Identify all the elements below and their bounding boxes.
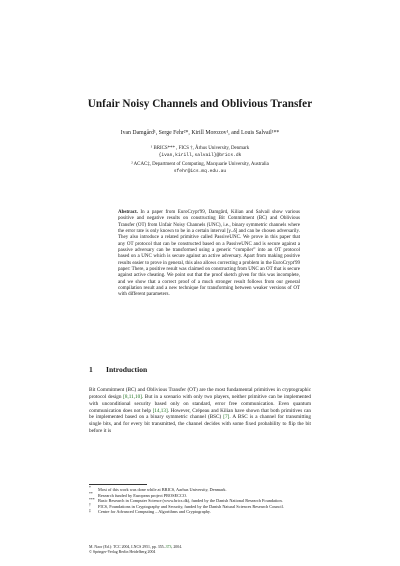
- footnote-mark: ***: [89, 497, 95, 502]
- footnote-mark: †: [89, 503, 91, 508]
- abstract: [118, 210, 300, 299]
- page-link[interactable]: 373: [165, 545, 172, 549]
- section-title: Introduction: [106, 365, 148, 374]
- citation-link[interactable]: [8,11,10]: [123, 393, 142, 400]
- footnote-text: Research funded by European project PROSECCO.: [98, 492, 188, 498]
- footnote-text: Most of this work was done while at BRICS, Aarhus University, Denmark.: [98, 487, 227, 492]
- copyright-line: © Springer-Verlag Berlin Heidelberg 2004: [89, 550, 156, 555]
- intro-text-4: . A BSC is a channel for transmitting single bits, and for every bit transmitted, the channel decides with some fixed probability to flip the bit before it is: [89, 414, 311, 435]
- publication-year: , 2004.: [171, 545, 183, 549]
- author-list: Ivan Damgård¹, Serge Fehr²*, Kirill Morozov¹, and Louis Salvail¹**: [120, 130, 280, 136]
- section-number: 1: [89, 365, 93, 374]
- footnote-text: Centre for Advanced Computing – Algorithms and Cryptography.: [98, 509, 211, 515]
- affiliation-1-email: {ivan,kirill,salvail}@brics.dk: [158, 153, 242, 158]
- footnote-rule: [89, 484, 147, 485]
- footnote-mark: **: [89, 492, 93, 496]
- footnote: [89, 509, 311, 515]
- footnote-text: Basic Research in Computer Science (www.brics.dk), funded by the Danish National Research Foundation.: [98, 498, 283, 504]
- section-heading: [89, 365, 147, 374]
- abstract-label: Abstract.: [118, 210, 138, 215]
- intro-text-3: . However, Crépeau and Kilian have shown that both primitives can be implemented based on a binary symmetric channel (BSC): [89, 407, 311, 421]
- affiliation-2: ² ACAC‡, Department of Computing, Macquarie University, Australia: [131, 162, 269, 167]
- paper-title: Unfair Noisy Channels and Oblivious Transfer: [87, 98, 313, 110]
- footnote-mark: *: [89, 486, 91, 491]
- publisher-info: [89, 545, 311, 555]
- citation-link[interactable]: [7]: [223, 414, 230, 421]
- intro-paragraph: [89, 387, 311, 435]
- abstract-text: In a paper from EuroCrypt'99, Damgård, Kilian and Salvail show various positive and negative results on constructing Bit Commitment (BC) and Oblivious Transfer (OT) from Unfair Noisy Channels (UNC), i.e., binary symmetric channels where the error rate is only known to be in a certain interval [γ..δ] and can be chosen adversarily. They also introduce a related primitive called PassiveUNC. We prove in this paper that any OT protocol that can be constructed based on a PassiveUNC and is secure against a passive adversary can be transformed using a generic “compiler” into an OT protocol based on a UNC which is secure against an active adversary. Apart from making positive results easier to prove in general, this also allows correcting a problem in the EuroCrypt'99 paper: There, a positive result was claimed on constructing from UNC an OT that is secure against active cheating. We point out that the proof sketch given for this was incomplete, and we show that a correct proof of a much stronger result follows from our general compilation result and a new technique for transforming between weaker versions of OT with different parameters.: [118, 210, 300, 298]
- citation-link[interactable]: [14,13]: [152, 407, 168, 414]
- footnote-text: FICS, Foundations in Cryptography and Security, funded by the Danish Natural Sciences Research Council.: [98, 503, 284, 509]
- footnotes: [89, 487, 311, 515]
- intro-text-1: Bit Commitment (BC) and Oblivious Transfer (OT) are the most fundamental primitives in cryptographic protocol design: [89, 387, 311, 400]
- footnote-mark: ‡: [89, 508, 91, 513]
- affiliation-2-email: sfehr@ics.mq.edu.au: [173, 169, 227, 174]
- affiliation-1: ¹ BRICS*** , FICS †, Århus University, Denmark: [150, 146, 250, 151]
- publication-ref: M. Naor (Ed.): TCC 2004, LNCS 2951, pp. 355–: [89, 545, 166, 549]
- intro-text-2: . But in a scenario with only two players, neither primitive can be implemented with unconditional security based only on standard, error free communication. Even quantum communication does not help: [89, 393, 311, 414]
